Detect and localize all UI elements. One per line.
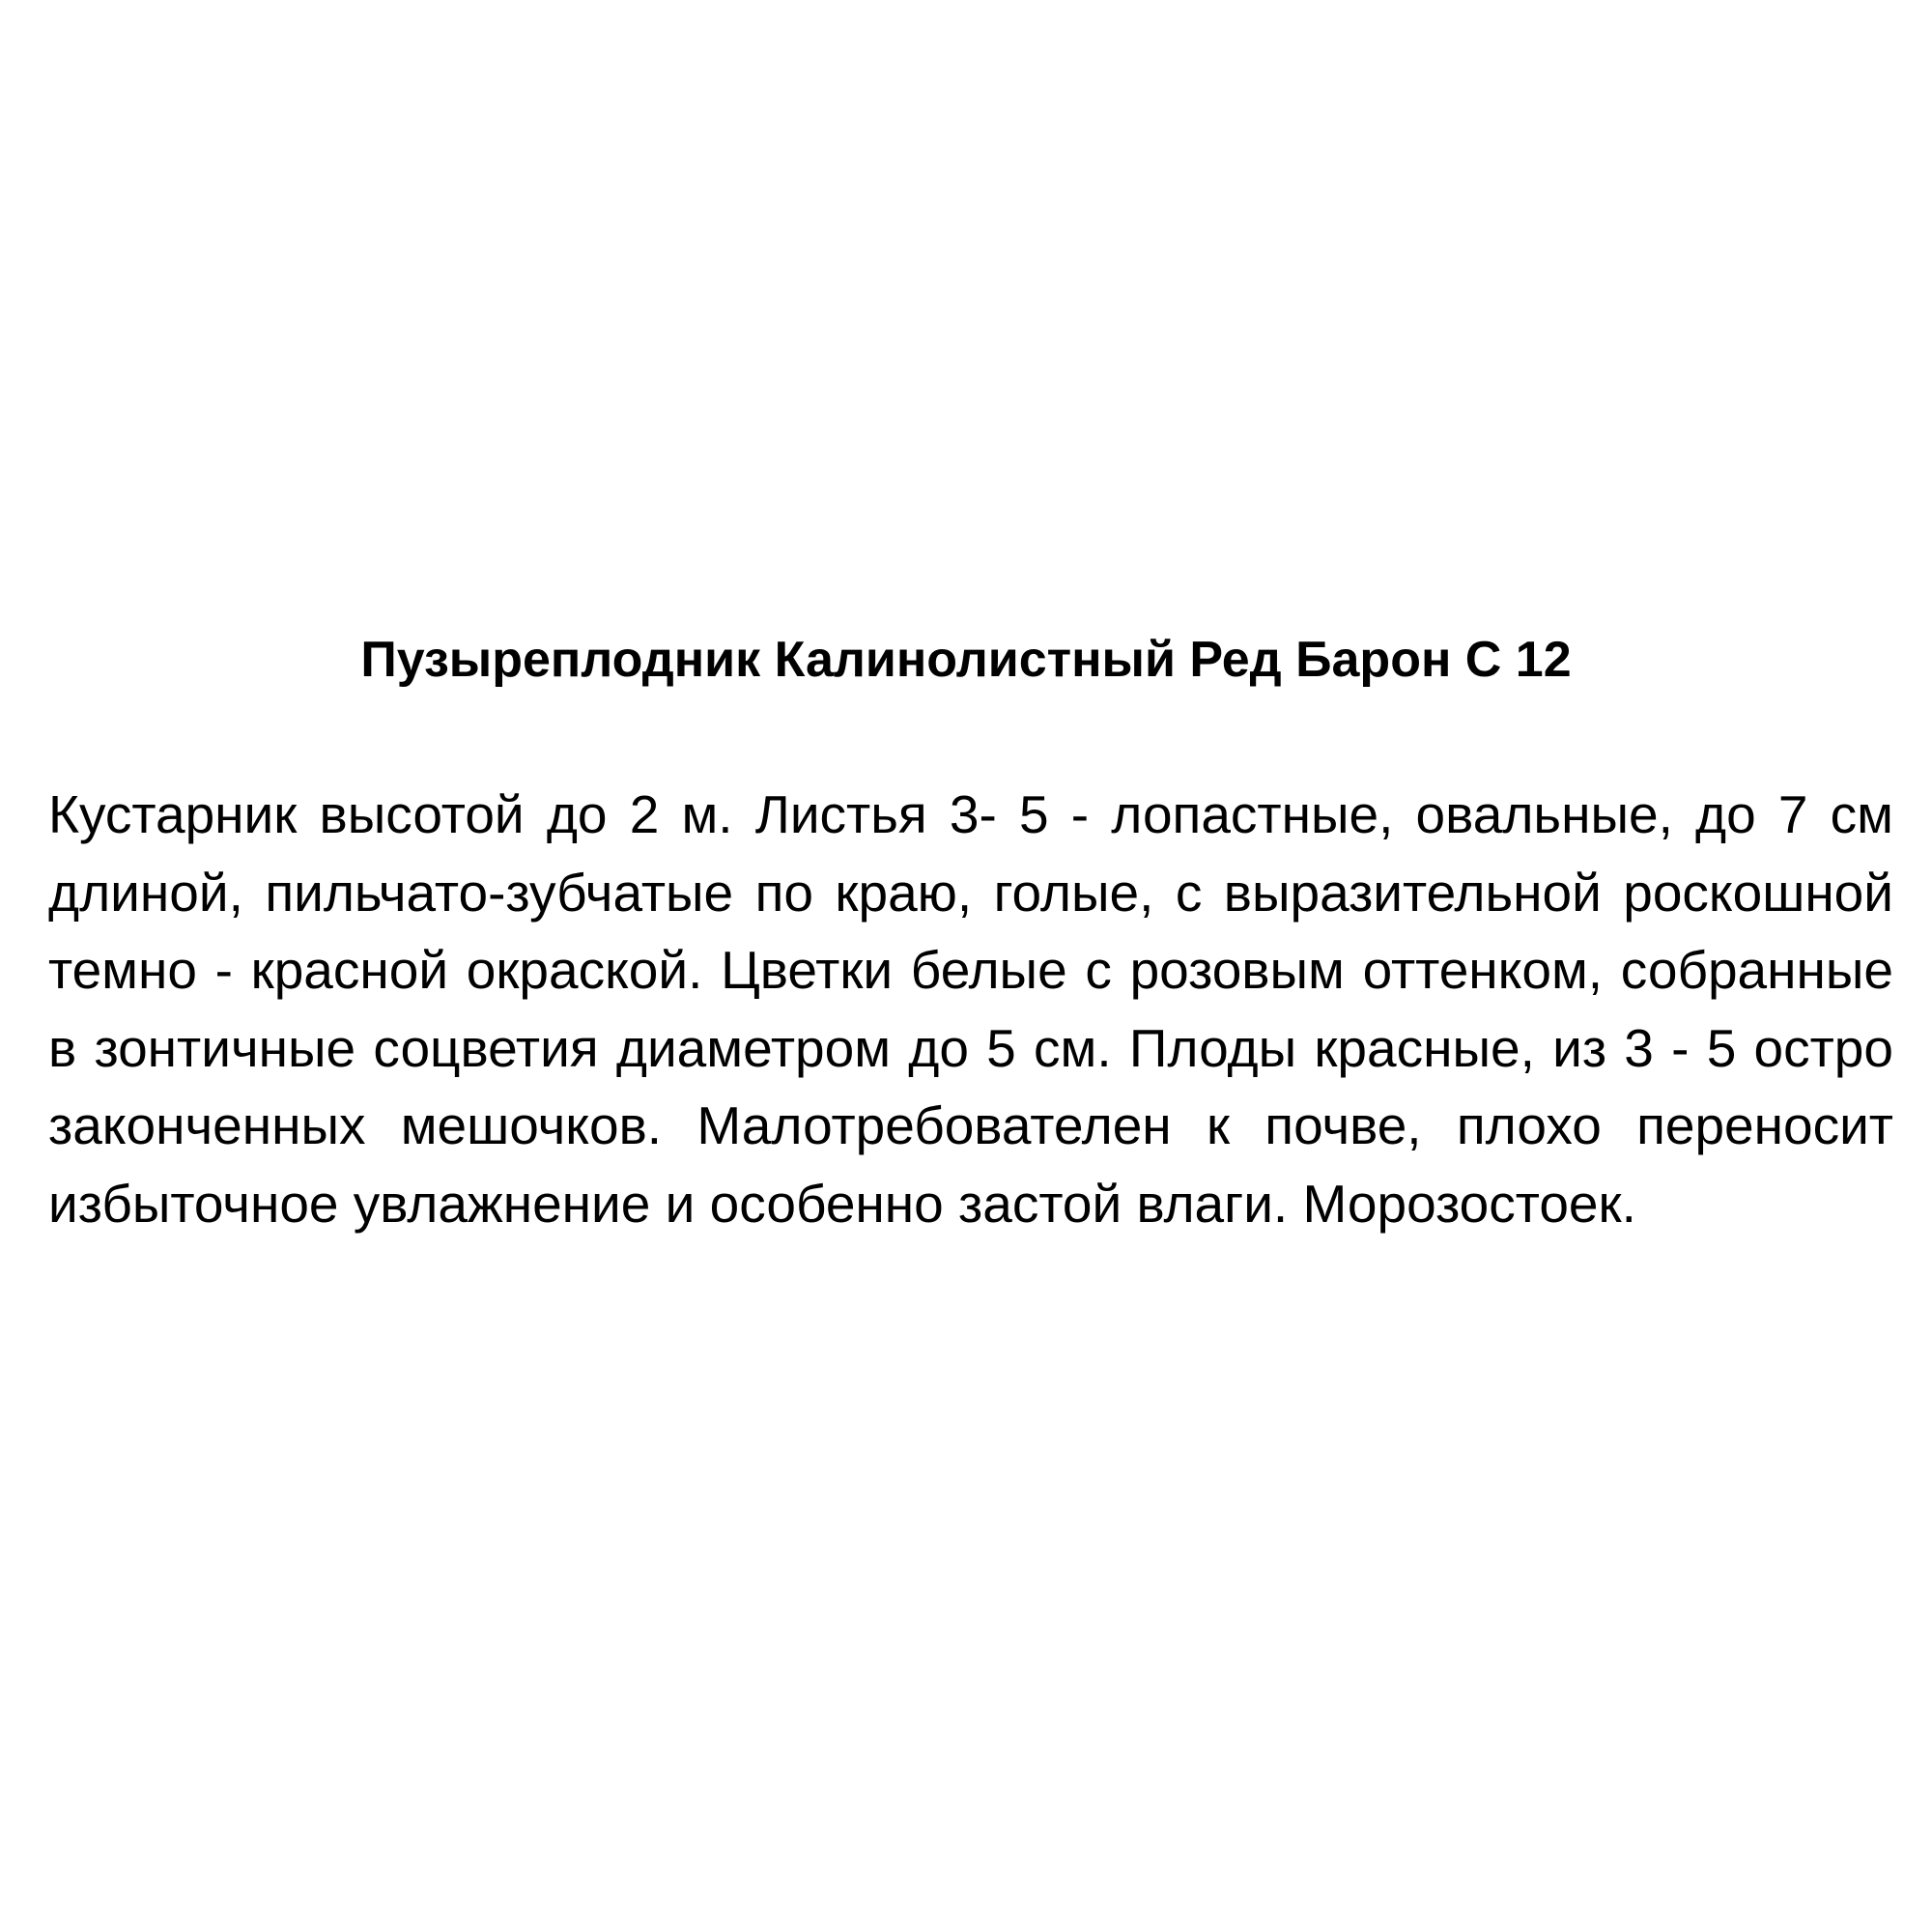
product-title: Пузыреплодник Калинолистный Ред Барон С 12 — [360, 632, 1572, 688]
product-description: Кустарник высотой до 2 м. Листья 3- 5 - лопастные, овальные, до 7 см длиной, пильчато-зубчатые по краю, голые, с выразительной роскошной темно - красной окраской. Цветки белые с розовым оттенком, собранные в зонтичные соцветия диаметром до 5 см. Плоды красные, из 3 - 5 остро законченных мешочков. Малотребователен к почве, плохо переносит избыточное увлажнение и особенно застой влаги. Морозостоек. — [48, 784, 1893, 1234]
